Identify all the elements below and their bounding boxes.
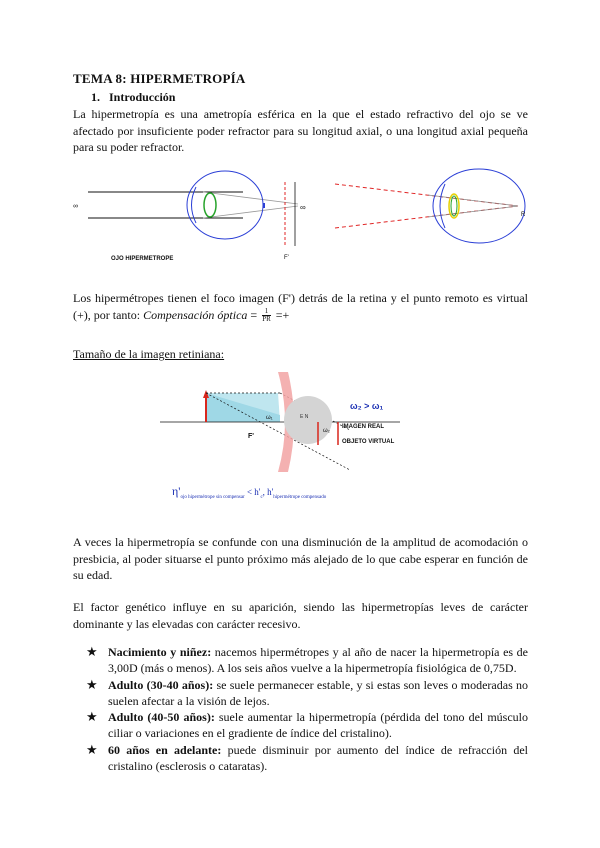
caption-mid: < h'	[244, 487, 261, 497]
bullet-bold: Adulto (30-40 años):	[108, 677, 214, 692]
hyperopia-eye-figure	[73, 162, 533, 272]
formula-equals: =	[250, 307, 258, 322]
omega-relation-label: ω₂ > ω₁	[350, 401, 384, 411]
bullet-text: nacemos hipermétropes y al año de nacer la hipermetropía es de 3,00D (más o menos). A los seis años vuelve a la hipermetropía fisiológica de 0,75D.	[108, 645, 528, 676]
section-label: Introducción	[109, 90, 176, 104]
bullet-bold: Nacimiento y niñez:	[108, 645, 212, 659]
caption-eta: η'	[172, 484, 181, 498]
focus-label-2: F'	[248, 433, 254, 440]
star-icon: ★	[86, 741, 98, 757]
bullet-bold: Adulto (40-50 años):	[108, 710, 215, 725]
intro-paragraph: La hipermetropía es una ametropía esférica en la que el estado refractivo del ojo se ve afectado por insuficiente poder refractor para su longitud axial, o una longitud axial pequeña para su poder refractor.	[73, 107, 528, 154]
crystalline-lens	[204, 193, 216, 217]
ray-inner-bottom	[428, 206, 518, 217]
bullet-item	[86, 677, 528, 710]
virtual-object-label: OBJETO VIRTUAL	[342, 439, 395, 445]
remote-point-diagram	[335, 169, 526, 243]
omega2-label: ω₂	[323, 428, 331, 434]
left-infinity-label: ∞	[73, 203, 78, 210]
formula-result: =+	[275, 307, 290, 322]
right-infinity-label: ∞	[300, 203, 306, 212]
caption-sub3: hipermétrope compensado	[273, 494, 327, 500]
bullet-item	[86, 709, 528, 742]
ray-converge-bottom	[203, 206, 298, 218]
bullet-text: puede disminuir por aumento del índice de refracción del cristalino (esclerosis o cataratas).	[108, 742, 528, 774]
ray-converge-top	[203, 192, 298, 204]
fraction-numerator: 1	[262, 308, 271, 316]
bullet-text: se suele permanecer estable, y si estas son leves o moderadas no suelen afectar a la visión de lejos.	[108, 677, 529, 708]
hyperopic-eye-diagram	[73, 171, 306, 262]
focus-paragraph-text: Los hipermétropes tienen el foco imagen (F') detrás de la retina y el punto remoto es virtual (+), por tanto:	[73, 291, 528, 322]
crystalline-lens-inner	[451, 196, 457, 216]
page-title: TEMA 8: HIPERMETROPÍA	[73, 71, 246, 86]
presbyopia-paragraph: A veces la hipermetropía se confunde con una disminución de la amplitud de acomodación o presbicia, al poder situarse el punto próximo más alejado de lo que cabe esperar en función de su edad.	[73, 535, 528, 582]
section-heading	[91, 90, 175, 105]
caption-sub1: ojo hipermétrope sin compensar	[180, 494, 245, 500]
formula-fraction	[262, 308, 271, 323]
formula-label: Compensación óptica	[143, 307, 248, 322]
star-icon: ★	[86, 644, 98, 659]
image-size-heading: Tamaño de la imagen retiniana:	[73, 347, 225, 361]
bullet-text: suele aumentar la hipermetropía (pérdida del tono del músculo ciliar o variaciones en el gradiente de índice del cristalino).	[108, 710, 529, 741]
star-icon: ★	[86, 676, 98, 692]
remote-point-label: R	[521, 212, 526, 218]
eye-points-label: E N	[300, 414, 309, 420]
section-number: 1.	[91, 90, 100, 104]
eyeball-outline-2	[433, 169, 525, 243]
omega1-label: ω₁	[266, 415, 273, 421]
ray-inner-top	[428, 195, 518, 206]
bullet-item	[86, 742, 528, 775]
real-image-label: IMAGEN REAL	[342, 424, 384, 430]
age-bullet-list	[86, 644, 528, 774]
caption-sub2: c	[260, 494, 263, 500]
bullet-bold: 60 años en adelante:	[108, 742, 222, 757]
fraction-denominator: PR	[262, 315, 271, 324]
figure-caption: OJO HIPERMETROPE	[111, 256, 174, 262]
star-icon: ★	[86, 709, 98, 725]
eyeball-outline	[187, 171, 263, 239]
focus-label: F'	[284, 255, 289, 261]
retinal-image-caption	[172, 484, 326, 500]
cornea-2	[440, 184, 445, 228]
caption-comma: , h'	[262, 487, 274, 497]
bullet-item	[86, 644, 528, 677]
focus-paragraph	[73, 290, 528, 323]
retinal-image-figure	[160, 370, 420, 490]
eye-circle	[284, 396, 332, 444]
genetics-paragraph: El factor genético influye en su aparición, siendo las hipermetropías leves de carácter dominante y las elevadas con carácter recesivo.	[73, 600, 528, 631]
